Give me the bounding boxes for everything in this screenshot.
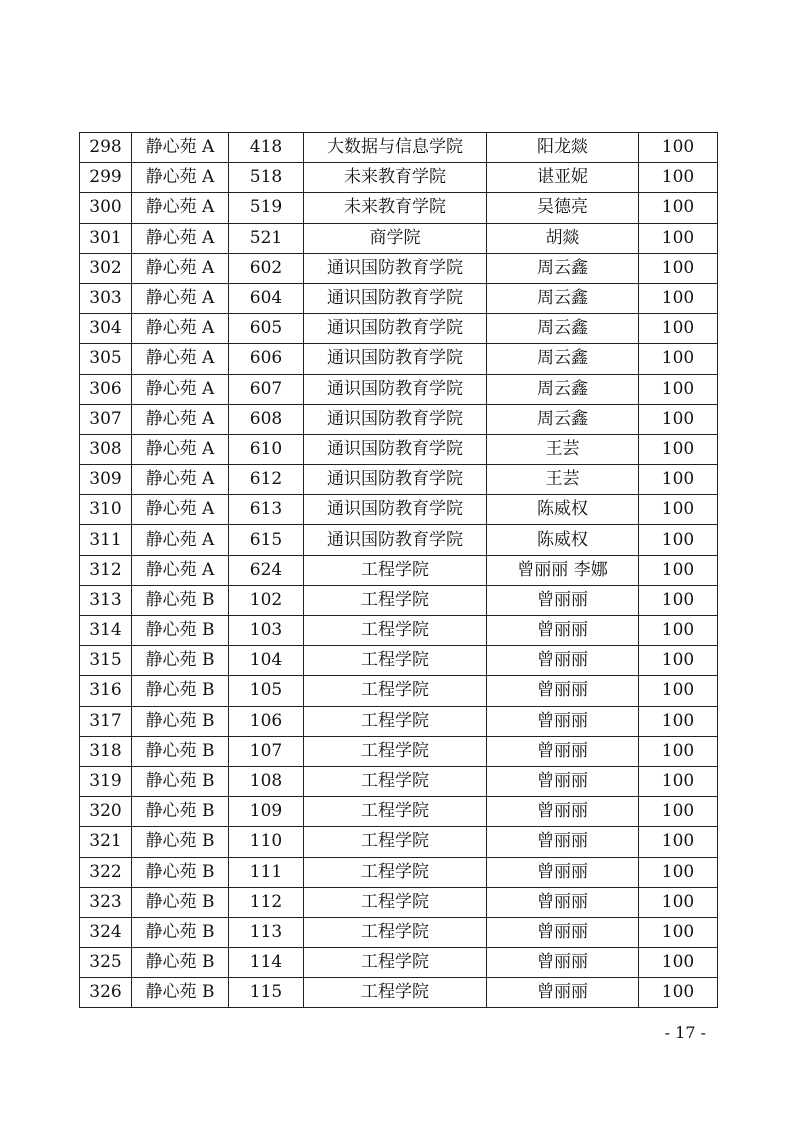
manager-name-cell: 曾丽丽 bbox=[487, 917, 639, 947]
row-index-cell: 305 bbox=[80, 344, 132, 374]
score-cell: 100 bbox=[639, 434, 718, 464]
college-name-cell: 大数据与信息学院 bbox=[304, 133, 487, 163]
room-number-cell: 615 bbox=[229, 525, 304, 555]
manager-name-cell: 曾丽丽 bbox=[487, 646, 639, 676]
score-cell: 100 bbox=[639, 948, 718, 978]
score-cell: 100 bbox=[639, 857, 718, 887]
table-row bbox=[80, 133, 718, 163]
row-index-cell: 324 bbox=[80, 917, 132, 947]
room-number-cell: 104 bbox=[229, 646, 304, 676]
manager-name-cell: 周云鑫 bbox=[487, 283, 639, 313]
college-name-cell: 工程学院 bbox=[304, 797, 487, 827]
table-row bbox=[80, 344, 718, 374]
table-row bbox=[80, 917, 718, 947]
building-name-cell: 静心苑 B bbox=[132, 766, 229, 796]
college-name-cell: 工程学院 bbox=[304, 948, 487, 978]
room-number-cell: 612 bbox=[229, 465, 304, 495]
score-cell: 100 bbox=[639, 616, 718, 646]
manager-name-cell: 曾丽丽 bbox=[487, 857, 639, 887]
score-cell: 100 bbox=[639, 344, 718, 374]
building-name-cell: 静心苑 B bbox=[132, 706, 229, 736]
manager-name-cell: 曾丽丽 bbox=[487, 766, 639, 796]
table-row bbox=[80, 223, 718, 253]
table-row bbox=[80, 887, 718, 917]
score-cell: 100 bbox=[639, 193, 718, 223]
manager-name-cell: 曾丽丽 bbox=[487, 978, 639, 1008]
manager-name-cell: 王芸 bbox=[487, 434, 639, 464]
college-name-cell: 通识国防教育学院 bbox=[304, 314, 487, 344]
college-name-cell: 工程学院 bbox=[304, 616, 487, 646]
room-number-cell: 624 bbox=[229, 555, 304, 585]
room-number-cell: 106 bbox=[229, 706, 304, 736]
building-name-cell: 静心苑 B bbox=[132, 857, 229, 887]
room-number-cell: 602 bbox=[229, 253, 304, 283]
score-cell: 100 bbox=[639, 283, 718, 313]
row-index-cell: 304 bbox=[80, 314, 132, 344]
college-name-cell: 工程学院 bbox=[304, 736, 487, 766]
building-name-cell: 静心苑 A bbox=[132, 555, 229, 585]
room-number-cell: 608 bbox=[229, 404, 304, 434]
manager-name-cell: 曾丽丽 bbox=[487, 706, 639, 736]
manager-name-cell: 胡燚 bbox=[487, 223, 639, 253]
building-name-cell: 静心苑 B bbox=[132, 646, 229, 676]
row-index-cell: 317 bbox=[80, 706, 132, 736]
manager-name-cell: 周云鑫 bbox=[487, 374, 639, 404]
college-name-cell: 通识国防教育学院 bbox=[304, 344, 487, 374]
manager-name-cell: 陈威权 bbox=[487, 495, 639, 525]
row-index-cell: 326 bbox=[80, 978, 132, 1008]
building-name-cell: 静心苑 B bbox=[132, 948, 229, 978]
table-row bbox=[80, 555, 718, 585]
score-cell: 100 bbox=[639, 797, 718, 827]
manager-name-cell: 陈威权 bbox=[487, 525, 639, 555]
score-cell: 100 bbox=[639, 465, 718, 495]
row-index-cell: 303 bbox=[80, 283, 132, 313]
room-number-cell: 518 bbox=[229, 163, 304, 193]
manager-name-cell: 周云鑫 bbox=[487, 404, 639, 434]
college-name-cell: 工程学院 bbox=[304, 827, 487, 857]
row-index-cell: 318 bbox=[80, 736, 132, 766]
room-number-cell: 114 bbox=[229, 948, 304, 978]
manager-name-cell: 曾丽丽 bbox=[487, 827, 639, 857]
manager-name-cell: 谌亚妮 bbox=[487, 163, 639, 193]
room-number-cell: 107 bbox=[229, 736, 304, 766]
building-name-cell: 静心苑 A bbox=[132, 344, 229, 374]
table-body bbox=[80, 133, 718, 1008]
college-name-cell: 未来教育学院 bbox=[304, 193, 487, 223]
college-name-cell: 工程学院 bbox=[304, 555, 487, 585]
score-cell: 100 bbox=[639, 646, 718, 676]
row-index-cell: 308 bbox=[80, 434, 132, 464]
room-number-cell: 418 bbox=[229, 133, 304, 163]
row-index-cell: 321 bbox=[80, 827, 132, 857]
manager-name-cell: 周云鑫 bbox=[487, 344, 639, 374]
building-name-cell: 静心苑 B bbox=[132, 887, 229, 917]
college-name-cell: 工程学院 bbox=[304, 857, 487, 887]
score-cell: 100 bbox=[639, 163, 718, 193]
building-name-cell: 静心苑 A bbox=[132, 133, 229, 163]
table-row bbox=[80, 525, 718, 555]
building-name-cell: 静心苑 A bbox=[132, 404, 229, 434]
score-cell: 100 bbox=[639, 223, 718, 253]
room-number-cell: 604 bbox=[229, 283, 304, 313]
dormitory-score-table bbox=[79, 132, 718, 1008]
score-cell: 100 bbox=[639, 495, 718, 525]
table-row bbox=[80, 797, 718, 827]
table-row bbox=[80, 616, 718, 646]
table-row bbox=[80, 646, 718, 676]
college-name-cell: 通识国防教育学院 bbox=[304, 253, 487, 283]
row-index-cell: 322 bbox=[80, 857, 132, 887]
manager-name-cell: 曾丽丽 bbox=[487, 948, 639, 978]
building-name-cell: 静心苑 A bbox=[132, 283, 229, 313]
room-number-cell: 113 bbox=[229, 917, 304, 947]
manager-name-cell: 吴德亮 bbox=[487, 193, 639, 223]
building-name-cell: 静心苑 A bbox=[132, 434, 229, 464]
building-name-cell: 静心苑 A bbox=[132, 465, 229, 495]
table-row bbox=[80, 314, 718, 344]
building-name-cell: 静心苑 A bbox=[132, 223, 229, 253]
college-name-cell: 通识国防教育学院 bbox=[304, 495, 487, 525]
building-name-cell: 静心苑 A bbox=[132, 193, 229, 223]
building-name-cell: 静心苑 A bbox=[132, 253, 229, 283]
row-index-cell: 323 bbox=[80, 887, 132, 917]
score-cell: 100 bbox=[639, 736, 718, 766]
row-index-cell: 313 bbox=[80, 585, 132, 615]
row-index-cell: 311 bbox=[80, 525, 132, 555]
manager-name-cell: 曾丽丽 李娜 bbox=[487, 555, 639, 585]
room-number-cell: 102 bbox=[229, 585, 304, 615]
table-row bbox=[80, 585, 718, 615]
building-name-cell: 静心苑 B bbox=[132, 736, 229, 766]
room-number-cell: 606 bbox=[229, 344, 304, 374]
table-row bbox=[80, 706, 718, 736]
room-number-cell: 519 bbox=[229, 193, 304, 223]
room-number-cell: 108 bbox=[229, 766, 304, 796]
score-cell: 100 bbox=[639, 555, 718, 585]
score-cell: 100 bbox=[639, 585, 718, 615]
manager-name-cell: 曾丽丽 bbox=[487, 676, 639, 706]
building-name-cell: 静心苑 B bbox=[132, 978, 229, 1008]
building-name-cell: 静心苑 B bbox=[132, 585, 229, 615]
table-row bbox=[80, 676, 718, 706]
row-index-cell: 306 bbox=[80, 374, 132, 404]
manager-name-cell: 王芸 bbox=[487, 465, 639, 495]
table-row bbox=[80, 253, 718, 283]
room-number-cell: 109 bbox=[229, 797, 304, 827]
table-row bbox=[80, 948, 718, 978]
building-name-cell: 静心苑 B bbox=[132, 616, 229, 646]
college-name-cell: 通识国防教育学院 bbox=[304, 404, 487, 434]
college-name-cell: 工程学院 bbox=[304, 917, 487, 947]
row-index-cell: 325 bbox=[80, 948, 132, 978]
college-name-cell: 工程学院 bbox=[304, 766, 487, 796]
room-number-cell: 521 bbox=[229, 223, 304, 253]
college-name-cell: 通识国防教育学院 bbox=[304, 374, 487, 404]
row-index-cell: 298 bbox=[80, 133, 132, 163]
row-index-cell: 307 bbox=[80, 404, 132, 434]
table-row bbox=[80, 163, 718, 193]
college-name-cell: 工程学院 bbox=[304, 585, 487, 615]
row-index-cell: 320 bbox=[80, 797, 132, 827]
row-index-cell: 301 bbox=[80, 223, 132, 253]
row-index-cell: 310 bbox=[80, 495, 132, 525]
manager-name-cell: 曾丽丽 bbox=[487, 797, 639, 827]
row-index-cell: 315 bbox=[80, 646, 132, 676]
room-number-cell: 103 bbox=[229, 616, 304, 646]
table-row bbox=[80, 374, 718, 404]
room-number-cell: 105 bbox=[229, 676, 304, 706]
score-cell: 100 bbox=[639, 253, 718, 283]
score-cell: 100 bbox=[639, 917, 718, 947]
row-index-cell: 309 bbox=[80, 465, 132, 495]
room-number-cell: 111 bbox=[229, 857, 304, 887]
college-name-cell: 通识国防教育学院 bbox=[304, 283, 487, 313]
row-index-cell: 312 bbox=[80, 555, 132, 585]
manager-name-cell: 曾丽丽 bbox=[487, 887, 639, 917]
room-number-cell: 110 bbox=[229, 827, 304, 857]
row-index-cell: 316 bbox=[80, 676, 132, 706]
college-name-cell: 未来教育学院 bbox=[304, 163, 487, 193]
manager-name-cell: 周云鑫 bbox=[487, 314, 639, 344]
table-row bbox=[80, 495, 718, 525]
building-name-cell: 静心苑 A bbox=[132, 495, 229, 525]
manager-name-cell: 阳龙燚 bbox=[487, 133, 639, 163]
college-name-cell: 通识国防教育学院 bbox=[304, 465, 487, 495]
table-row bbox=[80, 434, 718, 464]
table-row bbox=[80, 404, 718, 434]
table-row bbox=[80, 978, 718, 1008]
score-cell: 100 bbox=[639, 676, 718, 706]
manager-name-cell: 曾丽丽 bbox=[487, 585, 639, 615]
table-row bbox=[80, 283, 718, 313]
score-cell: 100 bbox=[639, 706, 718, 736]
table-row bbox=[80, 827, 718, 857]
score-cell: 100 bbox=[639, 525, 718, 555]
college-name-cell: 工程学院 bbox=[304, 978, 487, 1008]
manager-name-cell: 周云鑫 bbox=[487, 253, 639, 283]
table-row bbox=[80, 465, 718, 495]
row-index-cell: 319 bbox=[80, 766, 132, 796]
page-number: - 17 - bbox=[664, 1023, 706, 1042]
building-name-cell: 静心苑 A bbox=[132, 314, 229, 344]
score-cell: 100 bbox=[639, 887, 718, 917]
college-name-cell: 商学院 bbox=[304, 223, 487, 253]
score-cell: 100 bbox=[639, 133, 718, 163]
manager-name-cell: 曾丽丽 bbox=[487, 616, 639, 646]
college-name-cell: 通识国防教育学院 bbox=[304, 525, 487, 555]
college-name-cell: 工程学院 bbox=[304, 646, 487, 676]
college-name-cell: 工程学院 bbox=[304, 676, 487, 706]
score-cell: 100 bbox=[639, 827, 718, 857]
row-index-cell: 302 bbox=[80, 253, 132, 283]
table-row bbox=[80, 766, 718, 796]
room-number-cell: 610 bbox=[229, 434, 304, 464]
row-index-cell: 314 bbox=[80, 616, 132, 646]
table-row bbox=[80, 193, 718, 223]
score-cell: 100 bbox=[639, 978, 718, 1008]
score-cell: 100 bbox=[639, 374, 718, 404]
building-name-cell: 静心苑 B bbox=[132, 797, 229, 827]
building-name-cell: 静心苑 A bbox=[132, 374, 229, 404]
building-name-cell: 静心苑 A bbox=[132, 163, 229, 193]
room-number-cell: 112 bbox=[229, 887, 304, 917]
room-number-cell: 613 bbox=[229, 495, 304, 525]
college-name-cell: 工程学院 bbox=[304, 706, 487, 736]
college-name-cell: 工程学院 bbox=[304, 887, 487, 917]
score-cell: 100 bbox=[639, 314, 718, 344]
building-name-cell: 静心苑 A bbox=[132, 525, 229, 555]
row-index-cell: 299 bbox=[80, 163, 132, 193]
room-number-cell: 607 bbox=[229, 374, 304, 404]
building-name-cell: 静心苑 B bbox=[132, 917, 229, 947]
college-name-cell: 通识国防教育学院 bbox=[304, 434, 487, 464]
table-row bbox=[80, 857, 718, 887]
row-index-cell: 300 bbox=[80, 193, 132, 223]
room-number-cell: 115 bbox=[229, 978, 304, 1008]
score-cell: 100 bbox=[639, 404, 718, 434]
building-name-cell: 静心苑 B bbox=[132, 676, 229, 706]
manager-name-cell: 曾丽丽 bbox=[487, 736, 639, 766]
table-row bbox=[80, 736, 718, 766]
building-name-cell: 静心苑 B bbox=[132, 827, 229, 857]
room-number-cell: 605 bbox=[229, 314, 304, 344]
score-cell: 100 bbox=[639, 766, 718, 796]
